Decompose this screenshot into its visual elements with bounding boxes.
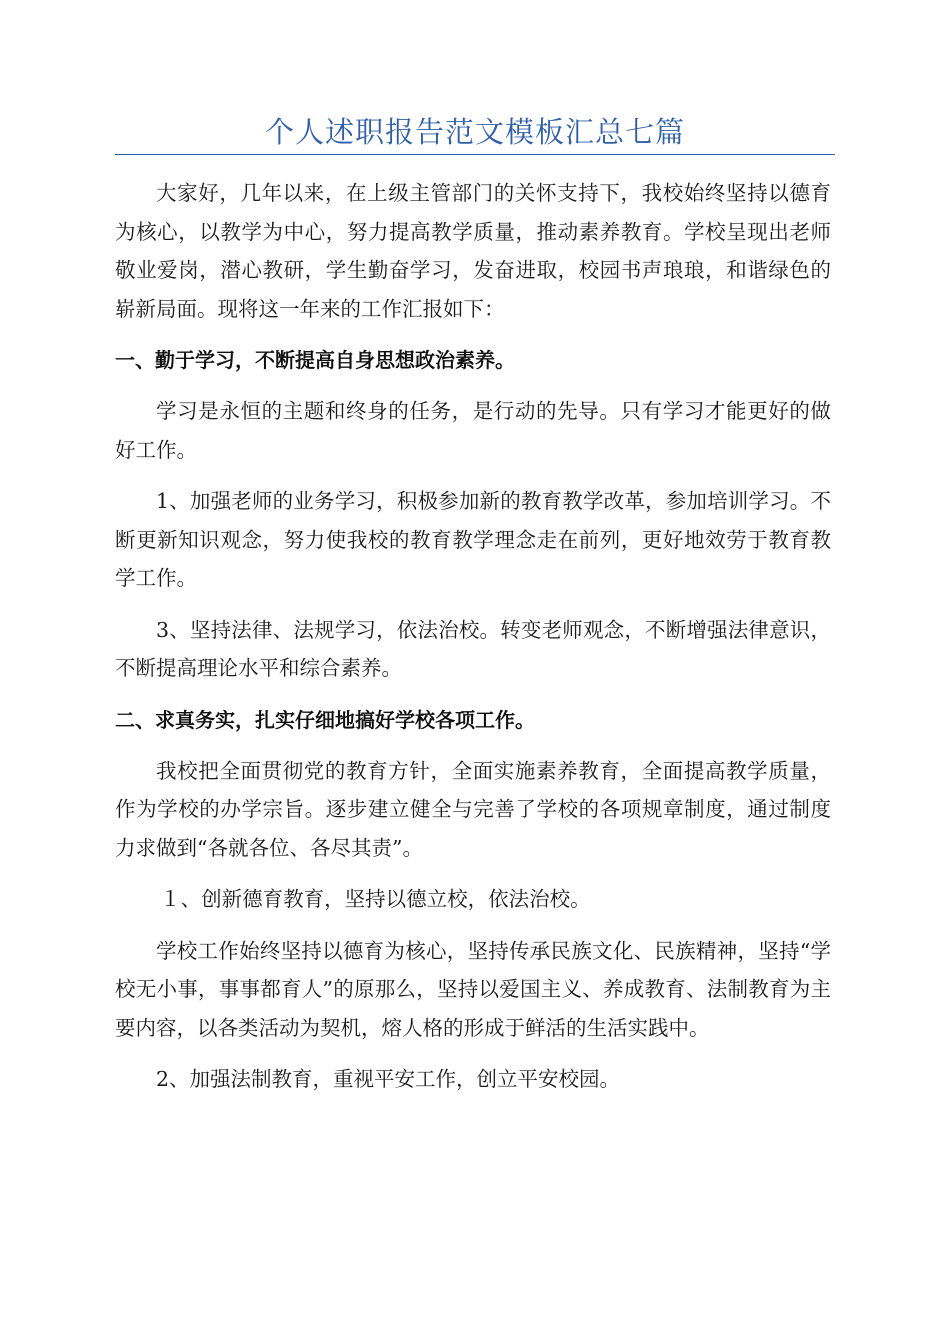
title-underline [115,154,835,155]
paragraph-item-1: 1、加强老师的业务学习，积极参加新的教育教学改革，参加培训学习。不断更新知识观念，努力使我校的教育教学理念走在前列，更好地效劳于教育教学工作。 [115,489,831,590]
document-title: 个人述职报告范文模板汇总七篇 [264,115,685,149]
paragraph-study-theme: 学习是永恒的主题和终身的任务，是行动的先导。只有学习才能更好的做好工作。 [115,399,831,462]
section-heading-2: 二、求真务实，扎实仔细地搞好学校各项工作。 [115,707,535,732]
paragraph-subitem-2: 2、加强法制教育，重视平安工作，创立平安校园。 [156,1067,621,1091]
paragraph-item-3: 3、坚持法律、法规学习，依法治校。转变老师观念，不断增强法律意识，不断提高理论水平和综合素养。 [115,617,831,680]
paragraph-moral-education: 学校工作始终坚持以德育为核心，坚持传承民族文化、民族精神，坚持“学校无小事，事事都育人”的原那么，坚持以爱国主义、养成教育、法制教育为主要内容，以各类活动为契机，熔人格的形成于鲜活的生活实践中。 [115,938,831,1040]
section-heading-1: 一、勤于学习，不断提高自身思想政治素养。 [115,348,515,372]
paragraph-subitem-1: １、创新德育教育，坚持以德立校，依法治校。 [160,887,591,911]
document-body [115,174,831,1112]
paragraph-intro: 大家好，几年以来，在上级主管部门的关怀支持下，我校始终坚持以德育为核心，以教学为中心，努力提高教学质量，推动素养教育。学校呈现出老师敬业爱岗，潜心教研，学生勤奋学习，发奋进取，校园书声琅琅，和谐绿色的崭新局面。现将这一年来的工作汇报如下： [115,181,831,321]
paragraph-school-policy: 我校把全面贯彻党的教育方针，全面实施素养教育，全面提高教学质量，作为学校的办学宗旨。逐步建立健全与完善了学校的各项规章制度，通过制度力求做到“各就各位、各尽其责”。 [115,758,831,860]
